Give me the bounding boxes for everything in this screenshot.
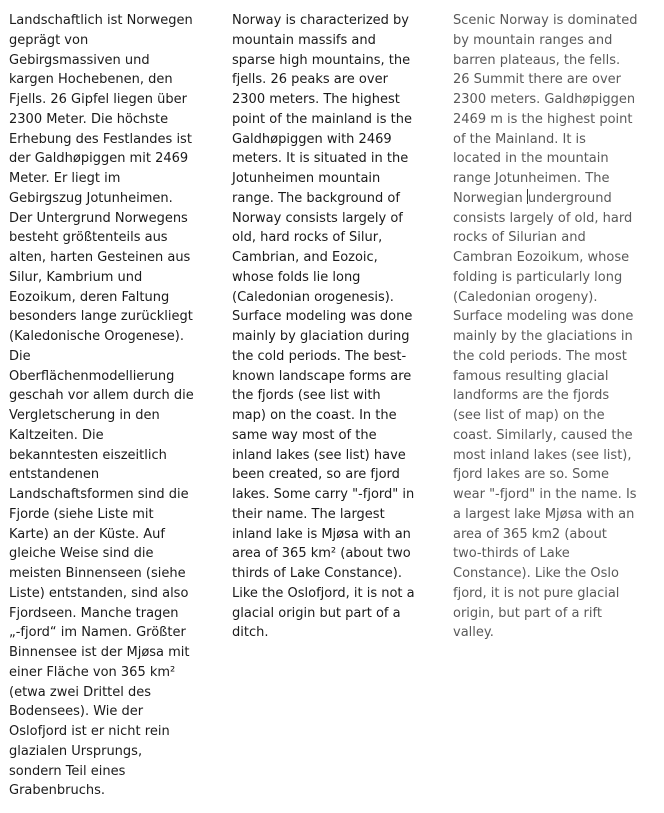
english-translation-column[interactable]: Norway is characterized by mountain massifs and sparse high mountains, the fjells. 26 peaks are over 2300 meters. The highest point of the mainland is the Galdhøpiggen with 2469 meters. It is situated in the Jotunheimen mountain range. The background of Norway consists largely of old, hard rocks of Silur, Cambrian, and Eozoic, whose folds lie long (Caledonian orogenesis). Surface modeling was done mainly by glaciation during the cold periods. The best- known landscape forms are the fjords (see list with map) on the coast. In the same way most of the inland lakes (see list) have been created, so are fjord lakes. Some carry "-fjord" in their name. The largest inland lake is Mjøsa with an area of 365 km² (about two thirds of Lake Constance). Like the Oslofjord, it is not a glacial origin but part of a ditch. (232, 13, 415, 641)
german-text-column[interactable]: Landschaftlich ist Norwegen geprägt von Gebirgsmassiven und kargen Hochebenen, den Fjells. 26 Gipfel liegen über 2300 Meter. Die höchste Erhebung des Festlandes ist der Galdhøpiggen mit 2469 Meter. Er liegt im Gebirgszug Jotunheimen. Der Untergrund Norwegens besteht größtenteils aus alten, harten Gesteinen aus Silur, Kambrium und Eozoikum, deren Faltung besonders lange zurückliegt (Kaledonische Orogenese). Die Oberflächenmodellierung geschah vor allem durch die Vergletscherung in den Kaltzeiten. Die bekanntesten eiszeitlich entstandenen Landschaftsformen sind die Fjorde (siehe Liste mit Karte) an der Küste. Auf gleiche Weise sind die meisten Binnenseen (siehe Liste) entstanden, sind also Fjordseen. Manche tragen „-fjord“ im Namen. Größter Binnensee ist der Mjøsa mit einer Fläche von 365 km² (etwa zwei Drittel des Bodensees). Wie der Oslofjord ist er nicht rein glazialen Ursprungs, sondern Teil eines Grabenbruchs. (9, 13, 194, 799)
machine-translation-text-before-cursor: Scenic Norway is dominated by mountain ranges and barren plateaus, the fells. 26 Summit there are over 2300 meters. Galdhøpiggen 2469 m is the highest point of the Mainland. It is located in the mountain range Jotunheimen. The Norwegian (453, 13, 638, 206)
machine-translation-text-after-cursor: underground consists largely of old, hard rocks of Silurian and Cambran Eozoikum, whose folding is particularly long (Caledonian orogeny). Surface modeling was done mainly by the glaciations in the cold periods. The most famous resulting glacial landforms are the fjords (see list of map) on the coast. Similarly, caused the most inland lakes (see list), fjord lakes are so. Some wear "-fjord" in the name. Is a largest lake Mjøsa with an area of 365 km2 (about two-thirds of Lake Constance). Like the Oslo fjord, it is not pure glacial origin, but part of a rift valley. (453, 190, 637, 641)
machine-translation-column[interactable] (453, 11, 653, 643)
